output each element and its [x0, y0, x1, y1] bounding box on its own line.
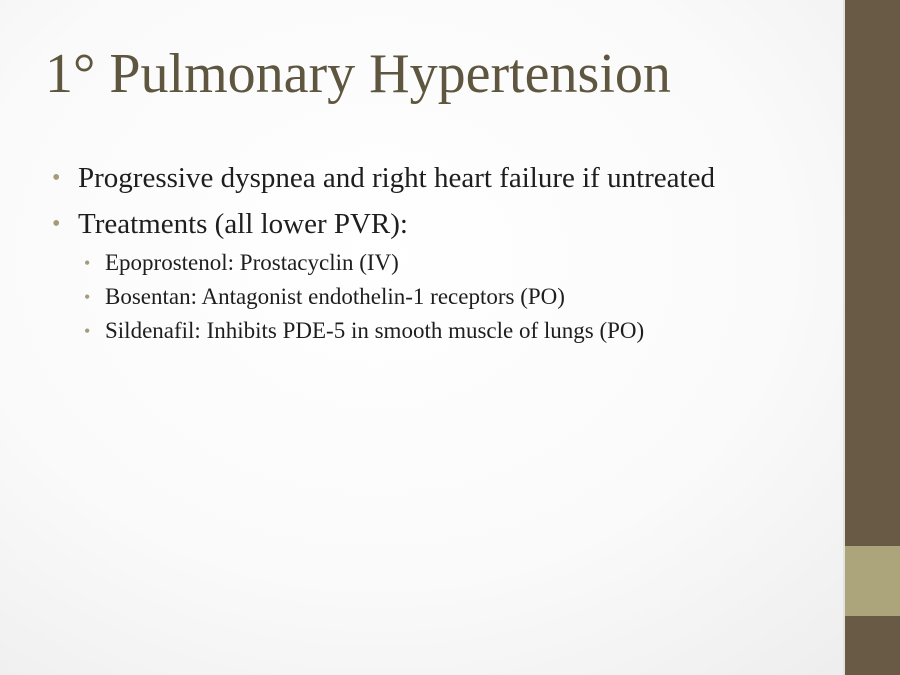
bullet-text: Treatments (all lower PVR): — [78, 208, 408, 240]
sub-bullet-text: Sildenafil: Inhibits PDE-5 in smooth muscle of lungs (PO) — [105, 318, 645, 343]
slide-title: 1° Pulmonary Hypertension — [45, 43, 671, 105]
bullet-dot-icon: • — [84, 287, 91, 307]
sub-bullet-text: Bosentan: Antagonist endothelin-1 receptors (PO) — [105, 284, 565, 309]
bullet-text: Progressive dyspnea and right heart failure if untreated — [78, 162, 715, 194]
bullet-dot-icon: • — [52, 211, 61, 237]
sub-bullet-item — [78, 246, 742, 280]
bullet-item — [52, 160, 742, 196]
sidebar-accent-block — [845, 546, 900, 616]
sub-bullet-list — [78, 246, 742, 348]
bullet-item — [52, 206, 742, 348]
bullet-dot-icon: • — [84, 321, 91, 341]
sub-bullet-text: Epoprostenol: Prostacyclin (IV) — [105, 250, 399, 275]
bullet-list — [52, 160, 742, 358]
bullet-dot-icon: • — [84, 253, 91, 273]
sub-bullet-item — [78, 314, 742, 348]
bullet-dot-icon: • — [52, 165, 61, 191]
sub-bullet-item — [78, 280, 742, 314]
